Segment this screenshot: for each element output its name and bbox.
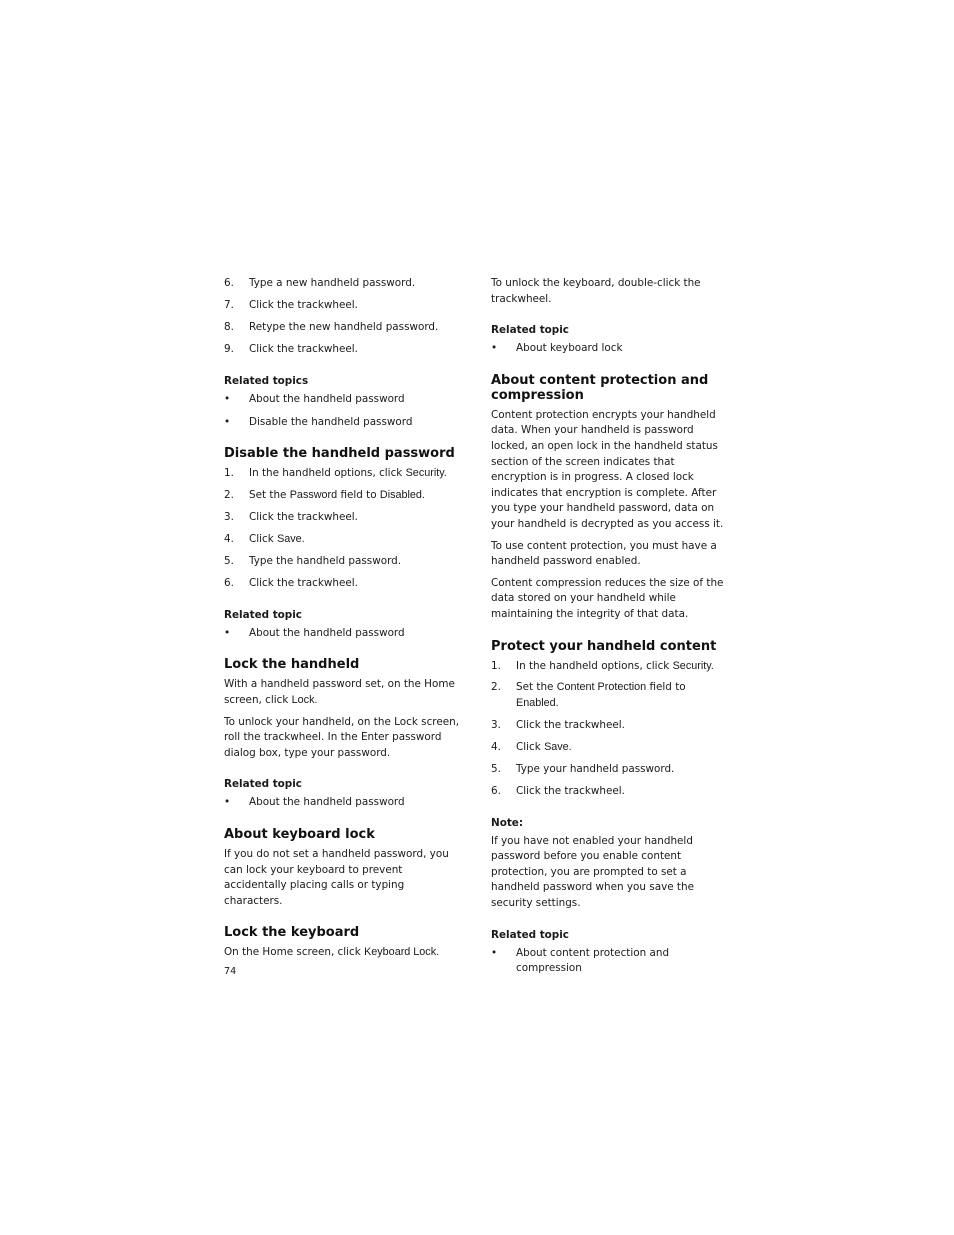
step-item: 6. Click the trackwheel. [224, 577, 358, 590]
step-item: 4. Click Save. [491, 741, 572, 754]
related-topic-label: Related topic [491, 324, 569, 337]
related-topics-label: Related topics [224, 374, 309, 387]
paragraph: If you do not set a handheld password, you can lock your keyboard to prevent accidentally placing calls or typing characters. [224, 848, 449, 907]
section-heading-content-protection: About content protection and compression [491, 372, 709, 403]
step-item: 5. Type the handheld password. [224, 555, 402, 568]
step-item: 1. In the handheld options, click Security. [491, 659, 714, 672]
paragraph: To unlock your handheld, on the Lock screen, roll the trackwheel. In the Enter password dialog box, type your password. [224, 715, 459, 759]
paragraph: With a handheld password set, on the Home screen, click Lock. [224, 678, 455, 707]
note-paragraph: If you have not enabled your handheld password before you enable content protection, you are prompted to set a handheld password when you save the security settings. [491, 834, 694, 909]
step-item: 9. Click the trackwheel. [224, 342, 358, 355]
step-item: 3. Click the trackwheel. [224, 511, 358, 524]
section-heading-keyboard-lock: About keyboard lock [224, 827, 375, 842]
related-topic-label: Related topic [224, 608, 302, 621]
paragraph: To use content protection, you must have a handheld password enabled. [491, 539, 717, 568]
section-heading-lock-handheld: Lock the handheld [224, 657, 360, 673]
related-link[interactable]: • About the handheld password [224, 392, 405, 405]
paragraph: To unlock the keyboard, double-click the trackwheel. [491, 277, 701, 305]
step-item: 2. Set the Content Protection field to Enabled. [491, 681, 686, 710]
step-item: 6. Type a new handheld password. [224, 277, 416, 289]
related-link[interactable]: • Disable the handheld password [224, 415, 413, 428]
related-link[interactable]: • About keyboard lock [491, 342, 623, 355]
related-topic-label: Related topic [224, 778, 302, 791]
note-label: Note: [491, 816, 524, 829]
step-item: 8. Retype the new handheld password. [224, 320, 439, 333]
paragraph: Content protection encrypts your handheld data. When your handheld is password locked, an open lock in the handheld status section of the screen indicates that encryption is in progress. A closed lock indicates that encryption is complete. After you type your handheld password, data on your handheld is decrypted as you access it. [491, 408, 724, 530]
step-item: 2. Set the Password field to Disabled. [224, 489, 425, 502]
paragraph: On the Home screen, click Keyboard Lock. [224, 946, 440, 959]
paragraph: Content compression reduces the size of the data stored on your handheld while maintaining the integrity of that data. [491, 576, 724, 620]
left-column [224, 276, 466, 967]
related-link[interactable]: • About the handheld password [224, 796, 405, 809]
related-link[interactable]: • About content protection and compression [491, 946, 670, 975]
related-link[interactable]: • About the handheld password [224, 626, 405, 639]
step-item: 7. Click the trackwheel. [224, 298, 358, 311]
page-number: 74 [224, 966, 237, 977]
step-item: 5. Type your handheld password. [491, 763, 675, 776]
step-item: 3. Click the trackwheel. [491, 719, 625, 732]
step-item: 4. Click Save. [224, 533, 305, 546]
section-heading-disable-password: Disable the handheld password [224, 446, 455, 462]
section-heading-protect-content: Protect your handheld content [491, 638, 717, 654]
step-item: 1. In the handheld options, click Security. [224, 467, 447, 480]
right-column [491, 276, 731, 984]
related-topic-label: Related topic [491, 928, 569, 941]
section-heading-lock-keyboard: Lock the keyboard [224, 925, 360, 941]
step-item: 6. Click the trackwheel. [491, 785, 625, 798]
